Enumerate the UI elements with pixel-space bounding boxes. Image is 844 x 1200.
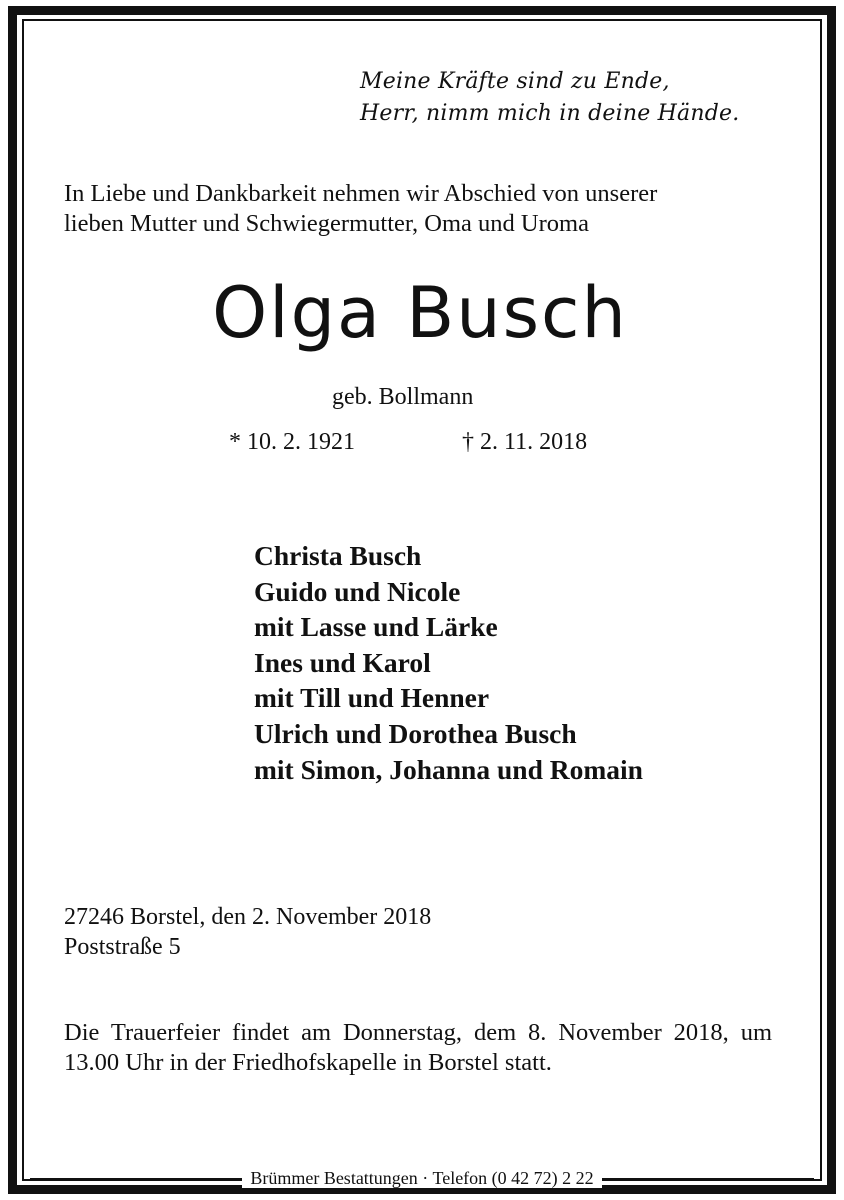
intro-line-1: In Liebe und Dankbarkeit nehmen wir Abschied von unserer xyxy=(64,180,658,207)
deceased-name: Olga Busch xyxy=(212,272,628,354)
motto-line-2: Herr, nimm mich in deine Hände. xyxy=(360,101,740,126)
footer xyxy=(0,1166,844,1190)
maiden-name: geb. Bollmann xyxy=(332,384,474,410)
family-member: Christa Busch xyxy=(254,540,422,571)
family-member: Ines und Karol xyxy=(254,646,431,678)
motto-line-1: Meine Kräfte sind zu Ende, xyxy=(360,69,670,94)
place-line-2: Poststraße 5 xyxy=(64,934,181,960)
motto-verse xyxy=(360,66,739,130)
service-notice: Die Trauerfeier findet am Donnerstag, dem 8. November 2018, um 13.00 Uhr in der Friedhofskapelle in Borstel statt. xyxy=(64,1019,772,1076)
family-member: Ulrich und Dorothea Busch xyxy=(254,717,577,749)
place-and-date xyxy=(64,902,431,962)
family-member: mit Lasse und Lärke xyxy=(254,611,498,643)
intro-line-2: lieben Mutter und Schwiegermutter, Oma und Uroma xyxy=(64,210,589,237)
intro-text xyxy=(64,179,657,239)
death-date: † 2. 11. 2018 xyxy=(462,429,588,455)
family-list xyxy=(254,538,643,787)
family-member: Guido und Nicole xyxy=(254,575,461,607)
birth-date: * 10. 2. 1921 xyxy=(229,429,355,455)
family-member: mit Till und Henner xyxy=(254,682,490,714)
place-line-1: 27246 Borstel, den 2. November 2018 xyxy=(64,904,432,930)
footer-text: Brümmer Bestattungen · Telefon (0 42 72) 2 22 xyxy=(242,1168,601,1188)
family-member: mit Simon, Johanna und Romain xyxy=(254,753,643,785)
